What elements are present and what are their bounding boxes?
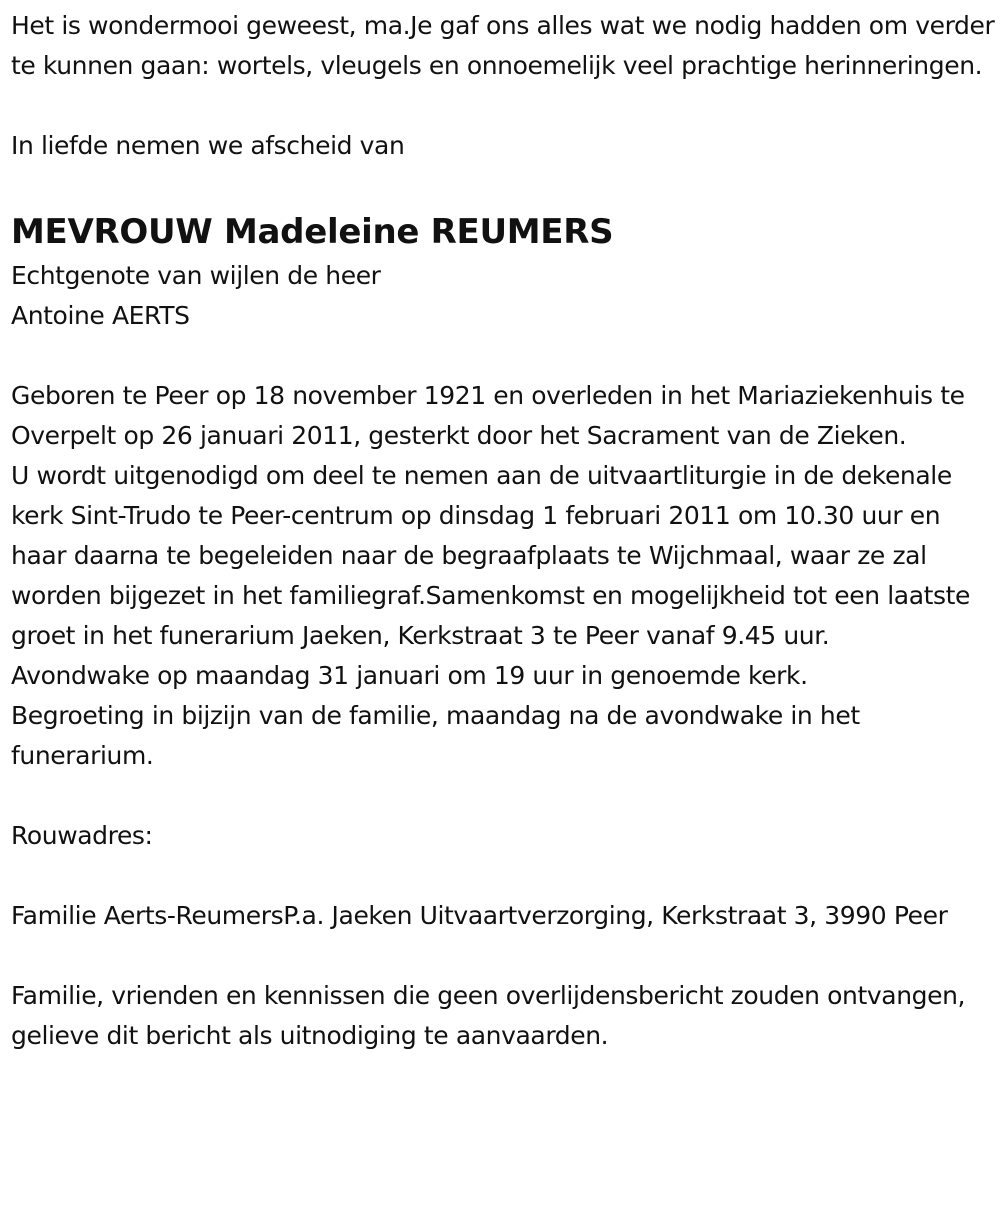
address-value: Familie Aerts-ReumersP.a. Jaeken Uitvaartverzorging, Kerkstraat 3, 3990 Peer	[11, 901, 948, 930]
address-label: Rouwadres:	[11, 821, 153, 850]
spacer	[11, 166, 996, 206]
spacer	[11, 776, 996, 816]
spacer	[11, 856, 996, 896]
vigil-paragraph: Avondwake op maandag 31 januari om 19 uur in genoemde kerk.	[11, 661, 808, 690]
funeral-paragraph: U wordt uitgenodigd om deel te nemen aan de uitvaartliturgie in de dekenale kerk Sint-Trudo te Peer-centrum op dinsdag 1 februari 2011 om 10.30 uur en haar daarna te begeleiden naar de begraafplaats te Wijchmaal, waar ze zal worden bijgezet in het familiegraf.Samenkomst en mogelijkheid tot een laatste groet in het funerarium Jaeken, Kerkstraat 3 te Peer vanaf 9.45 uur.	[11, 461, 971, 650]
farewell-line: In liefde nemen we afscheid van	[11, 131, 405, 160]
spacer	[11, 86, 996, 126]
spouse-line-2: Antoine AERTS	[11, 301, 190, 330]
spacer	[11, 936, 996, 976]
obituary-document	[11, 6, 996, 1056]
spouse-line-1: Echtgenote van wijlen de heer	[11, 261, 381, 290]
condolences-paragraph: Begroeting in bijzijn van de familie, maandag na de avondwake in het funerarium.	[11, 701, 860, 770]
deceased-name: MEVROUW Madeleine REUMERS	[11, 212, 614, 252]
closing-note: Familie, vrienden en kennissen die geen overlijdensbericht zouden ontvangen, gelieve dit bericht als uitnodiging te aanvaarden.	[11, 981, 966, 1050]
birth-death-paragraph: Geboren te Peer op 18 november 1921 en overleden in het Mariaziekenhuis te Overpelt op 26 januari 2011, gesterkt door het Sacrament van de Zieken.	[11, 381, 965, 450]
intro-quote: Het is wondermooi geweest, ma.Je gaf ons alles wat we nodig hadden om verder te kunnen gaan: wortels, vleugels en onnoemelijk veel prachtige herinneringen.	[11, 11, 995, 80]
spacer	[11, 336, 996, 376]
